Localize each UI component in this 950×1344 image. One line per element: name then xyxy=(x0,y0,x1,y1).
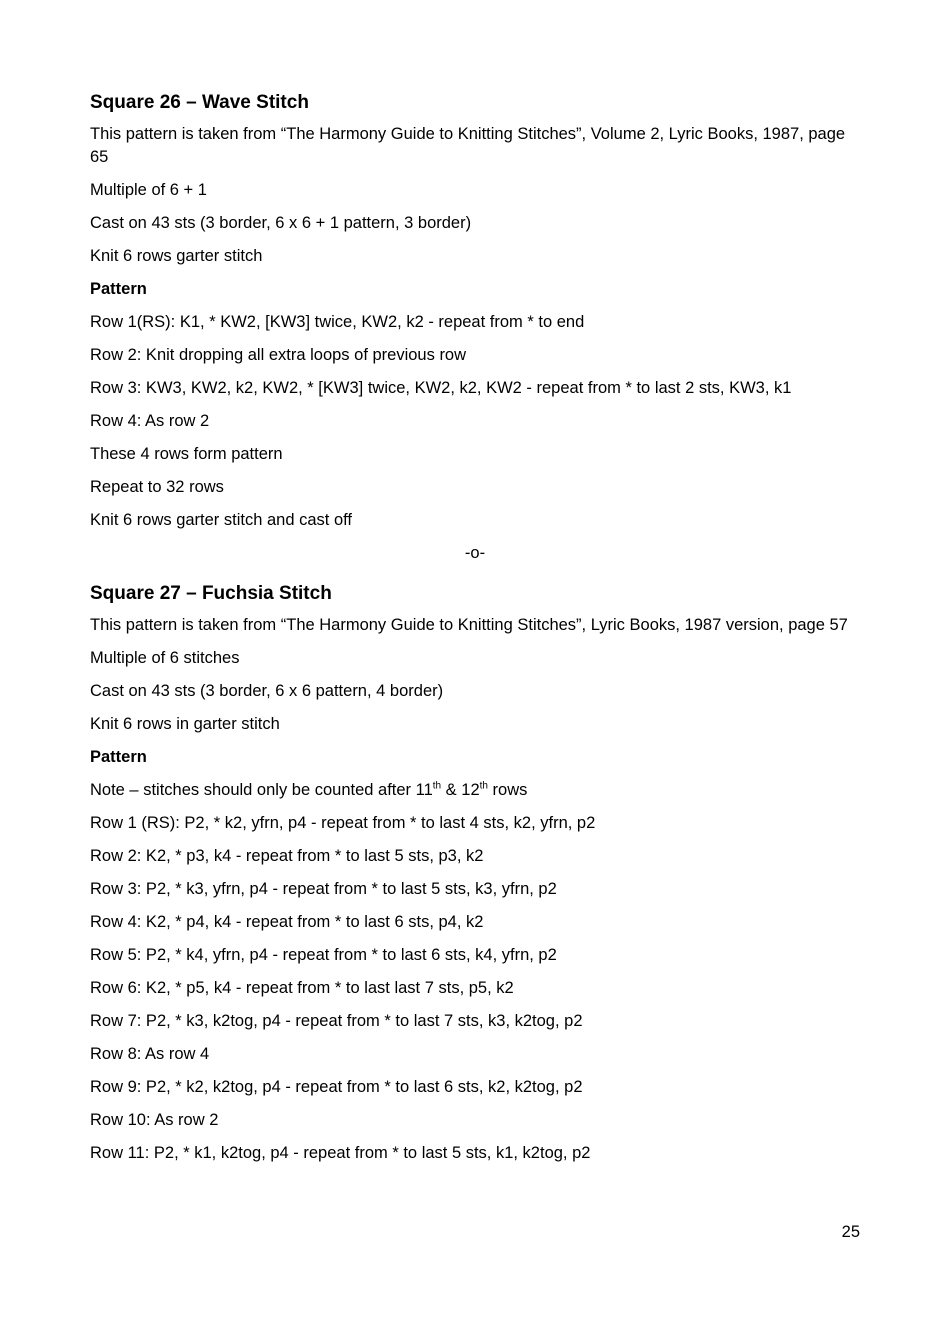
note-text: Note – stitches should only be counted after 11th & 12th rows xyxy=(90,780,528,799)
pattern-row: Row 1(RS): K1, * KW2, [KW3] twice, KW2, k2 - repeat from * to end xyxy=(90,313,585,331)
page-number: 25 xyxy=(841,1223,860,1241)
pattern-row: Row 9: P2, * k2, k2tog, p4 - repeat from * to last 6 sts, k2, k2tog, p2 xyxy=(90,1078,583,1096)
pattern-row: Row 10: As row 2 xyxy=(90,1111,219,1129)
pattern-row: Row 5: P2, * k4, yfrn, p4 - repeat from * to last 6 sts, k4, yfrn, p2 xyxy=(90,946,557,964)
pattern-row: Row 4: K2, * p4, k4 - repeat from * to last 6 sts, p4, k2 xyxy=(90,913,484,931)
garter-text: Knit 6 rows garter stitch xyxy=(90,247,263,265)
section-square-27 xyxy=(90,581,860,1165)
section-title: Square 27 – Fuchsia Stitch xyxy=(90,583,332,604)
source-text: This pattern is taken from “The Harmony Guide to Knitting Stitches”, Lyric Books, 1987 version, page 57 xyxy=(90,616,848,634)
pattern-row: Row 3: KW3, KW2, k2, KW2, * [KW3] twice, KW2, k2, KW2 - repeat from * to last 2 sts, KW3, k1 xyxy=(90,379,792,397)
source-text: This pattern is taken from “The Harmony Guide to Knitting Stitches”, Volume 2, Lyric Books, 1987, page 65 xyxy=(90,125,846,166)
multiple-text: Multiple of 6 stitches xyxy=(90,649,240,667)
garter-text: Knit 6 rows in garter stitch xyxy=(90,715,280,733)
pattern-row: Row 11: P2, * k1, k2tog, p4 - repeat from * to last 5 sts, k1, k2tog, p2 xyxy=(90,1144,591,1162)
pattern-label: Pattern xyxy=(90,748,147,766)
cast-on-text: Cast on 43 sts (3 border, 6 x 6 + 1 pattern, 3 border) xyxy=(90,214,472,232)
page-content xyxy=(90,90,860,1175)
pattern-row: Row 2: Knit dropping all extra loops of previous row xyxy=(90,346,467,364)
pattern-label: Pattern xyxy=(90,280,147,298)
pattern-row: Row 8: As row 4 xyxy=(90,1045,210,1063)
section-title: Square 26 – Wave Stitch xyxy=(90,92,309,113)
form-text: These 4 rows form pattern xyxy=(90,445,283,463)
pattern-row: Row 3: P2, * k3, yfrn, p4 - repeat from * to last 5 sts, k3, yfrn, p2 xyxy=(90,880,557,898)
pattern-row: Row 1 (RS): P2, * k2, yfrn, p4 - repeat from * to last 4 sts, k2, yfrn, p2 xyxy=(90,814,596,832)
section-separator: -o- xyxy=(464,544,486,562)
section-square-26 xyxy=(90,90,860,532)
pattern-row: Row 4: As row 2 xyxy=(90,412,210,430)
repeat-text: Repeat to 32 rows xyxy=(90,478,224,496)
finish-text: Knit 6 rows garter stitch and cast off xyxy=(90,511,352,529)
pattern-row: Row 2: K2, * p3, k4 - repeat from * to last 5 sts, p3, k2 xyxy=(90,847,484,865)
multiple-text: Multiple of 6 + 1 xyxy=(90,181,207,199)
cast-on-text: Cast on 43 sts (3 border, 6 x 6 pattern, 4 border) xyxy=(90,682,444,700)
pattern-row: Row 6: K2, * p5, k4 - repeat from * to last last 7 sts, p5, k2 xyxy=(90,979,514,997)
pattern-row: Row 7: P2, * k3, k2tog, p4 - repeat from * to last 7 sts, k3, k2tog, p2 xyxy=(90,1012,583,1030)
